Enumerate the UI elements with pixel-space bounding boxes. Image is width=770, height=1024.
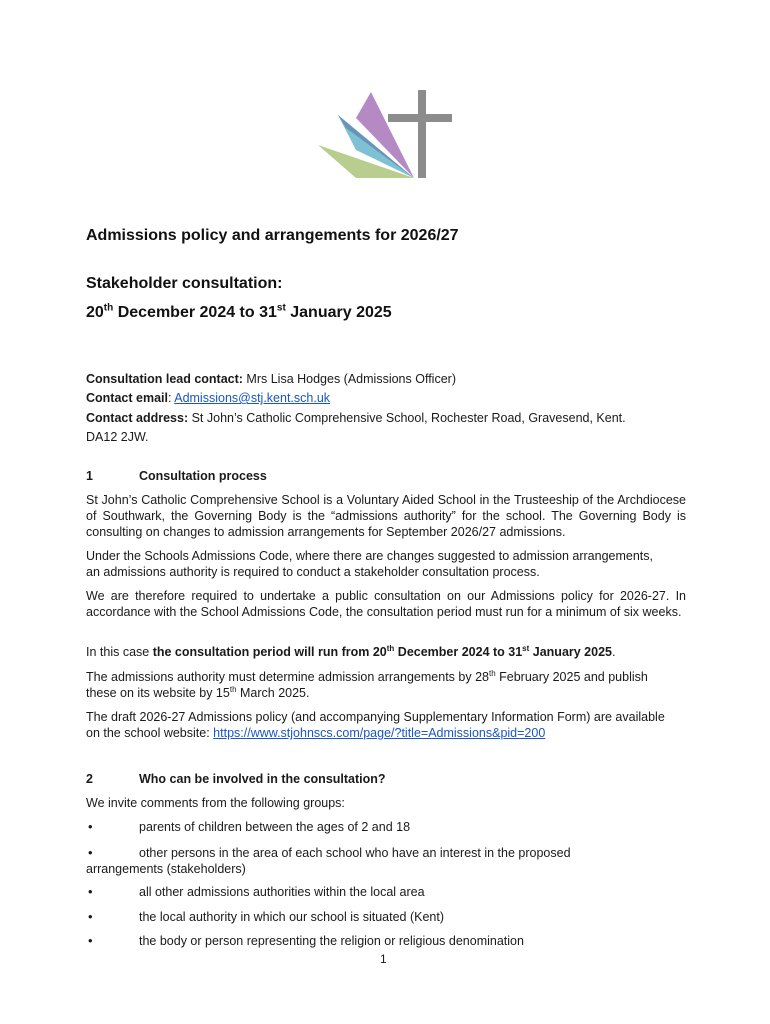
bullet-icon: • <box>88 819 93 834</box>
list-item-continuation: arrangements (stakeholders) <box>86 862 246 876</box>
section-1-paragraph-6-line-2: on the school website: https://www.stjohnscs.com/page/?title=Admissions&pid=200 <box>86 726 546 740</box>
school-logo <box>316 88 456 182</box>
cross-icon-vertical <box>418 90 426 178</box>
list-item: other persons in the area of each school who have an interest in the proposed <box>139 846 571 860</box>
cross-icon-horizontal <box>388 114 452 122</box>
section-2-intro: We invite comments from the following groups: <box>86 796 345 810</box>
contact-address: Contact address: St John’s Catholic Comprehensive School, Rochester Road, Gravesend, Kent. <box>86 411 626 425</box>
section-2-number: 2 <box>86 772 93 786</box>
list-item: the local authority in which our school is situated (Kent) <box>139 910 445 924</box>
bullet-icon: • <box>88 909 93 924</box>
document-title: Admissions policy and arrangements for 2026/27 <box>86 227 459 244</box>
section-1-paragraph-2-line-2: an admissions authority is required to conduct a stakeholder consultation process. <box>86 565 540 579</box>
bullet-icon: • <box>88 933 93 948</box>
list-item: parents of children between the ages of 2 and 18 <box>139 820 411 834</box>
section-1-paragraph-3: We are therefore required to undertake a public consultation on our Admissions policy for 2026-27. In accordance with the School Admissions Code, the consultation period must run for a minimum of six weeks. <box>86 589 686 619</box>
section-2-title: Who can be involved in the consultation? <box>139 772 386 786</box>
section-1-paragraph-6-line-1: The draft 2026-27 Admissions policy (and accompanying Supplementary Information Form) are available <box>86 710 665 724</box>
email-link[interactable]: Admissions@stj.kent.sch.uk <box>174 391 331 405</box>
lead-contact: Consultation lead contact: Mrs Lisa Hodges (Admissions Officer) <box>86 372 456 386</box>
section-1-paragraph-5-line-2: these on its website by 15th March 2025. <box>86 684 310 700</box>
contact-postcode: DA12 2JW. <box>86 430 149 444</box>
section-1-number: 1 <box>86 469 93 483</box>
consultation-dates: 20th December 2024 to 31st January 2025 <box>86 302 392 321</box>
consultation-heading: Stakeholder consultation: <box>86 275 283 292</box>
list-item: all other admissions authorities within the local area <box>139 885 425 899</box>
admissions-page-link[interactable]: https://www.stjohnscs.com/page/?title=Admissions&pid=200 <box>213 726 546 740</box>
bullet-icon: • <box>88 884 93 899</box>
section-1-paragraph-5-line-1: The admissions authority must determine admission arrangements by 28th February 2025 and publish <box>86 668 648 684</box>
bullet-icon: • <box>88 845 93 860</box>
page-number: 1 <box>380 952 387 966</box>
section-1-title: Consultation process <box>139 469 267 483</box>
section-1-paragraph-2-line-1: Under the Schools Admissions Code, where there are changes suggested to admission arrangements, <box>86 549 653 563</box>
section-1-paragraph-4: In this case the consultation period will run from 20th December 2024 to 31st January 2025. <box>86 643 616 659</box>
contact-email: Contact email: Admissions@stj.kent.sch.uk <box>86 391 331 405</box>
section-1-paragraph-1: St John’s Catholic Comprehensive School is a Voluntary Aided School in the Trusteeship of the Archdiocese of Southwark, the Governing Body is the “admissions authority” for the school. The Governing Body is consulting on changes to admission arrangements for September 2026/27 admissions. <box>86 493 686 539</box>
list-item: the body or person representing the religion or religious denomination <box>139 934 524 948</box>
